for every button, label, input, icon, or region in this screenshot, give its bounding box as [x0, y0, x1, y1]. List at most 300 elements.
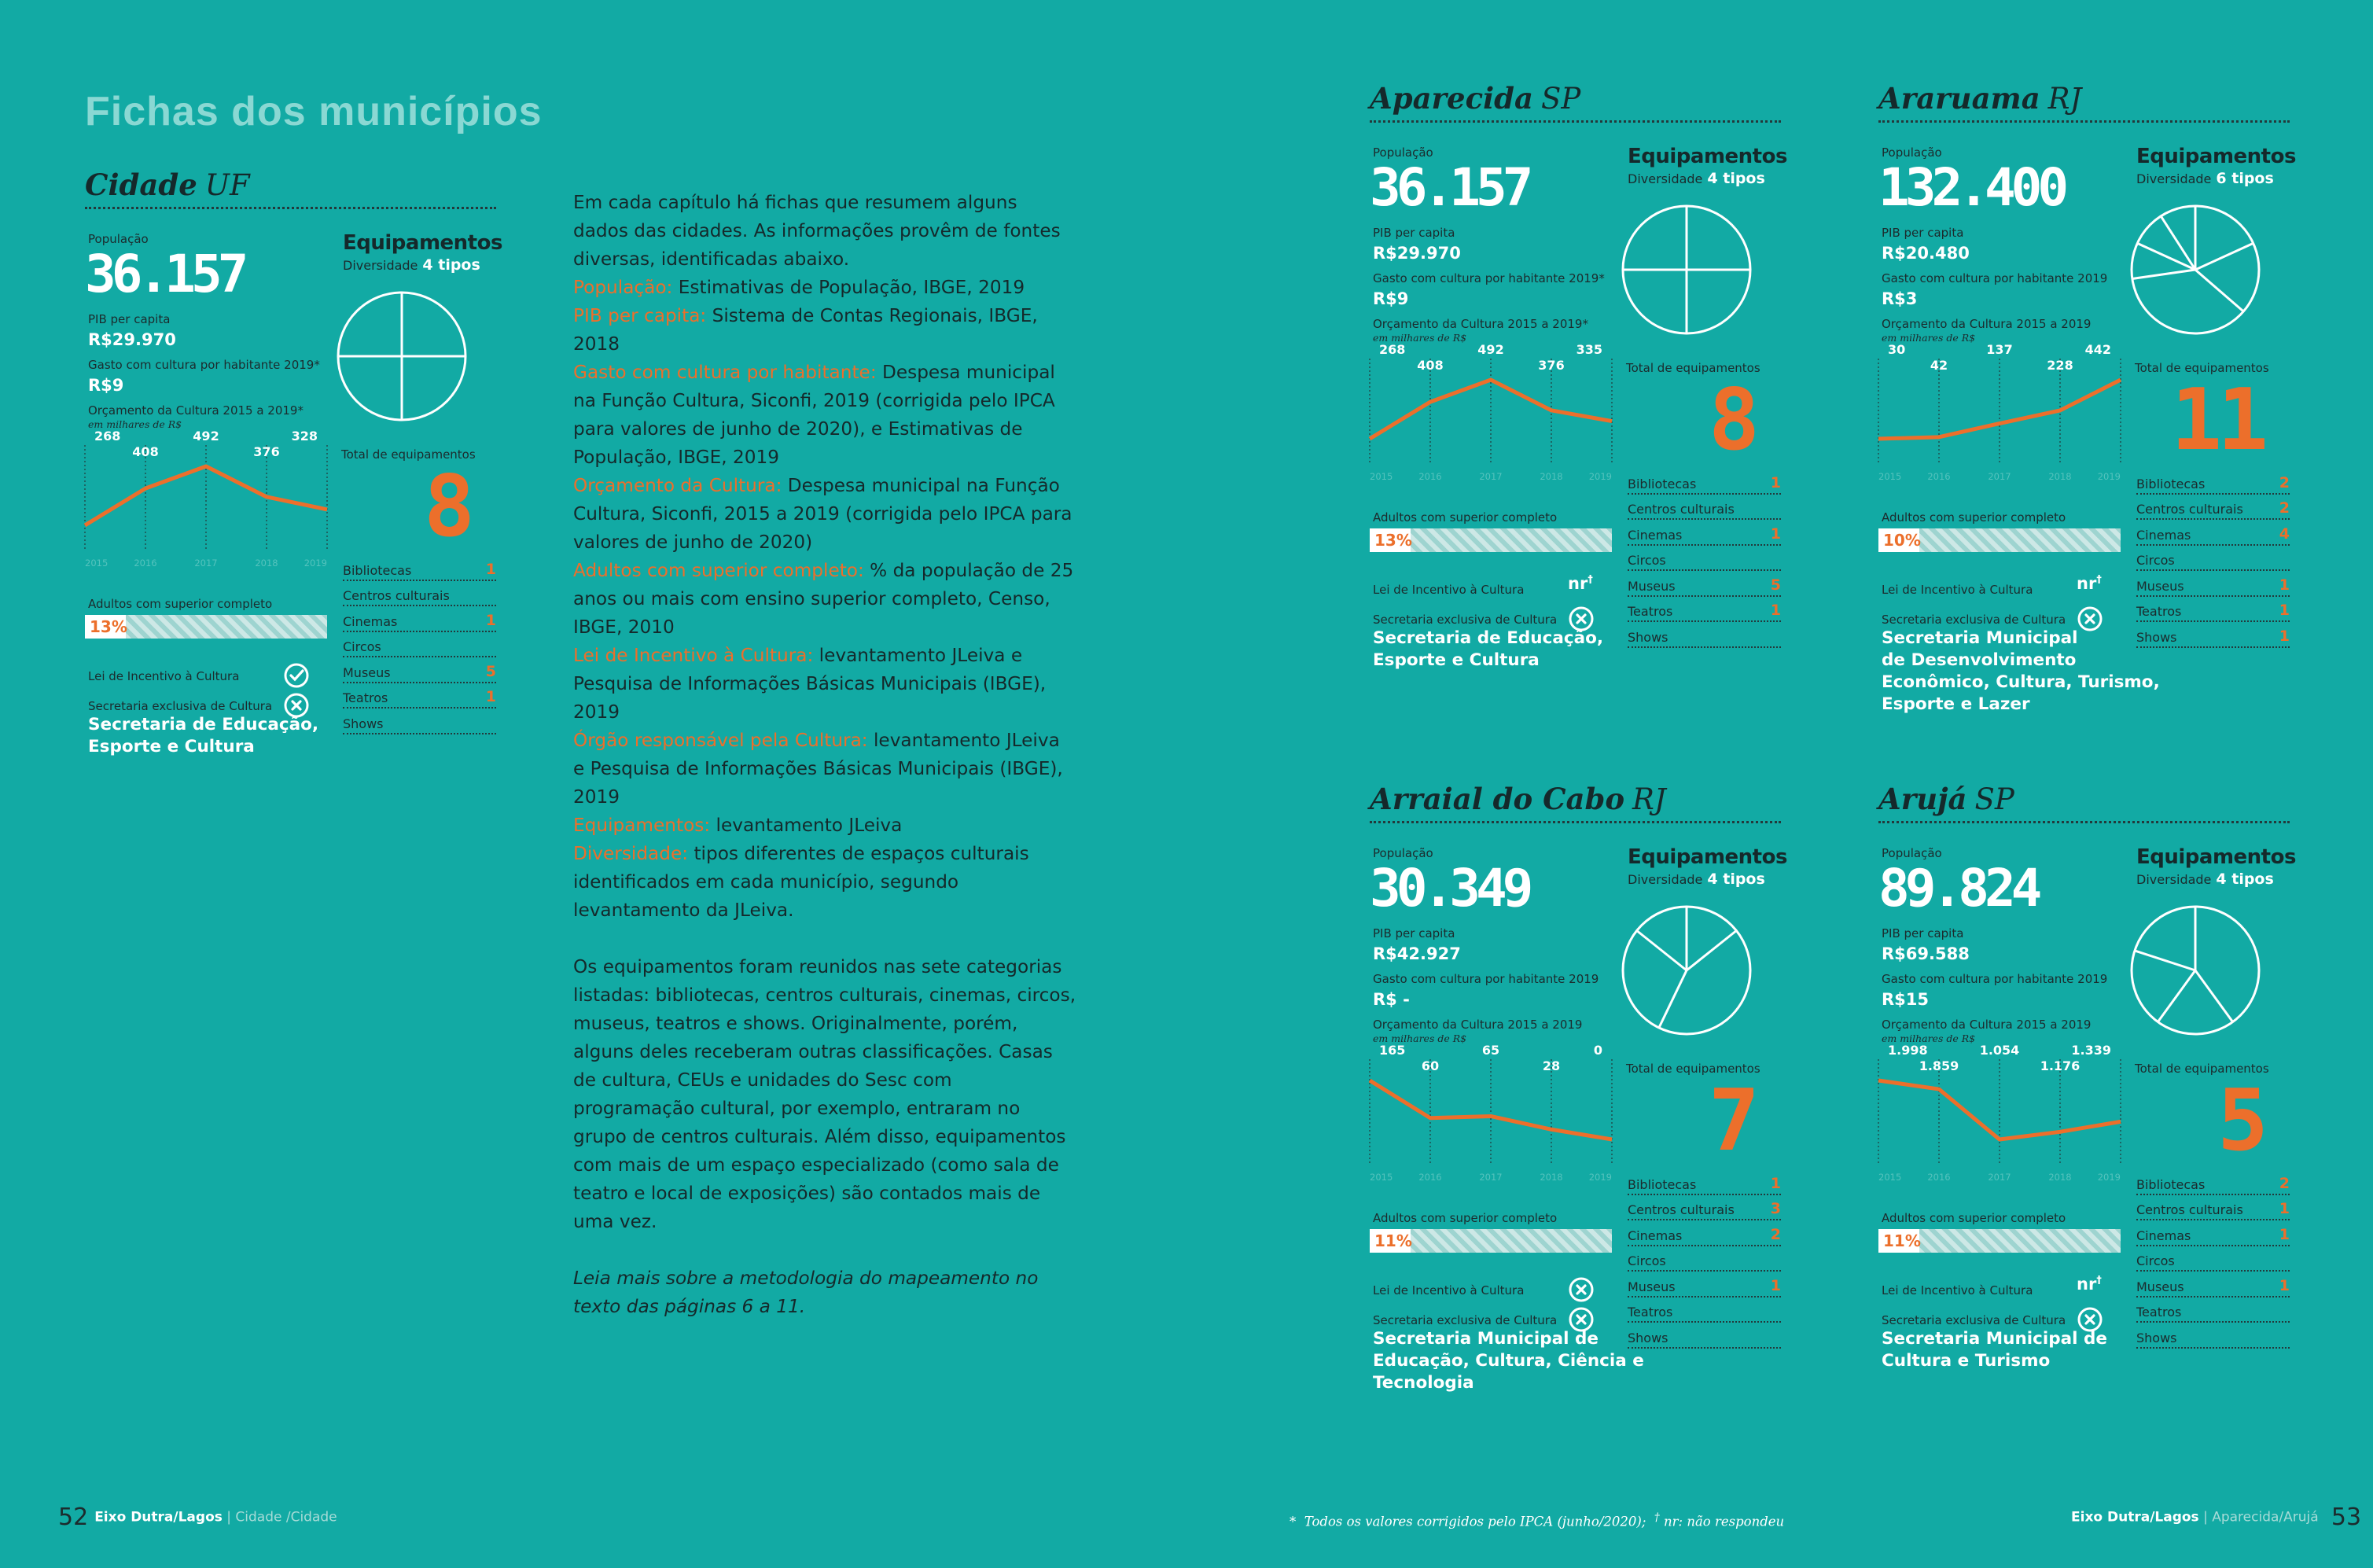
- equipment-row: [2136, 1169, 2290, 1195]
- equipment-name: Teatros: [1628, 1305, 1673, 1320]
- budget-line-chart: [1370, 1045, 1612, 1187]
- adults-bar: [1370, 528, 1612, 552]
- population-value: 132.400: [1878, 157, 2065, 218]
- equipamentos-title: Equipamentos: [2136, 145, 2296, 168]
- equipment-name: Circos: [2136, 1253, 2175, 1268]
- adultos-label: Adultos com superior completo: [1882, 1211, 2066, 1225]
- footnote: [1290, 1511, 1784, 1529]
- year-tick-label: 2015: [1878, 1172, 1902, 1183]
- secretaria-label: Secretaria exclusiva de Cultura: [1882, 613, 2066, 627]
- diversidade-value: 4 tipos: [2216, 870, 2274, 888]
- diversidade-value: 4 tipos: [1707, 870, 1765, 888]
- equipment-count: 5: [1770, 576, 1781, 594]
- milhares-label: em milhares de R$: [1882, 1032, 1976, 1044]
- budget-line-chart: [1370, 344, 1612, 486]
- year-tick-label: 2018: [1540, 1172, 1563, 1183]
- equipment-count: 1: [2279, 627, 2290, 645]
- adultos-label: Adultos com superior completo: [1373, 510, 1558, 525]
- diversidade-value: 4 tipos: [1707, 170, 1765, 187]
- equipment-count: 2: [1770, 1225, 1781, 1243]
- equipment-name: Bibliotecas: [2136, 476, 2206, 491]
- year-tick-label: 2017: [1479, 471, 1503, 482]
- footnote-nr: nr: não respondeu: [1664, 1514, 1785, 1529]
- population-label: População: [88, 232, 149, 246]
- equipment-row: [2136, 1246, 2290, 1272]
- equipment-row: [1628, 1297, 1781, 1323]
- footer-right: [2071, 1504, 2367, 1531]
- municipality-card: [1878, 79, 2296, 771]
- source-label: Gasto com cultura por habitante:: [573, 362, 877, 383]
- budget-data-label: 492: [193, 429, 219, 444]
- page-heading: Fichas dos municípios: [85, 89, 543, 134]
- equipment-name: Teatros: [2136, 604, 2182, 619]
- equipment-name: Teatros: [1628, 604, 1673, 619]
- population-value: 89.824: [1878, 858, 2038, 918]
- lei-status: nr†: [2077, 1275, 2102, 1294]
- equipment-row: [1628, 1246, 1781, 1272]
- pib-label: PIB per capita: [1882, 226, 1964, 240]
- budget-data-label: 268: [94, 429, 121, 444]
- equipment-count: 2: [2279, 499, 2290, 517]
- budget-data-label: 408: [1417, 358, 1444, 373]
- equipment-name: Centros culturais: [1628, 502, 1735, 517]
- orcamento-label: Orçamento da Cultura 2015 a 2019: [1882, 1018, 2092, 1032]
- source-text: levantamento JLeiva: [710, 815, 903, 836]
- budget-data-label: 328: [291, 429, 318, 444]
- equipment-name: Shows: [1628, 1330, 1668, 1345]
- equipment-name: Centros culturais: [343, 588, 450, 603]
- diversity-pie-chart: [1620, 904, 1753, 1037]
- adults-bar: [1370, 1229, 1612, 1253]
- budget-line-chart: [1878, 344, 2121, 486]
- pib-label: PIB per capita: [88, 312, 171, 326]
- total-label: Total de equipamentos: [2135, 361, 2269, 375]
- equipment-row: [2136, 1323, 2290, 1349]
- source-text: % da população de 25 anos ou mais com ensino superior completo, Censo, IBGE, 2010: [573, 560, 1074, 638]
- year-tick-label: 2018: [2048, 1172, 2072, 1183]
- source-label: População:: [573, 277, 673, 298]
- population-label: População: [1373, 846, 1433, 860]
- pib-label: PIB per capita: [1373, 226, 1455, 240]
- secretaria-name: Secretaria de Educação, Esporte e Cultura: [88, 715, 319, 756]
- equipment-count: 3: [1770, 1200, 1781, 1217]
- footer-right-cities: | Aparecida/Arujá: [2198, 1509, 2319, 1526]
- city-name: Aparecida: [1370, 81, 1534, 116]
- orcamento-label: Orçamento da Cultura 2015 a 2019*: [1373, 317, 1588, 331]
- orcamento-label: Orçamento da Cultura 2015 a 2019: [1373, 1018, 1583, 1032]
- secretaria-label: Secretaria exclusiva de Cultura: [1373, 613, 1558, 627]
- gasto-value: R$9: [1373, 289, 1409, 308]
- milhares-label: em milhares de R$: [1373, 332, 1467, 344]
- city-name: Arujá: [1878, 782, 1967, 816]
- categories-paragraph: Os equipamentos foram reunidos nas sete categorias listadas: bibliotecas, centros culturais, cinemas, circos, museus, teatros e shows. Originalmente, porém, alguns deles receberam outras classificações. Casas de cultura, CEUs e unidades do Sesc com programação cultural, por exemplo, entraram no grupo de centros culturais. Além disso, equipamentos com mais de um espaço especializado (como sala de teatro e local de exposições) são contados mais de uma vez.: [573, 956, 1076, 1232]
- adults-bar: [1878, 528, 2121, 552]
- source-label: Equipamentos:: [573, 815, 711, 836]
- diversidade-line: [1628, 170, 1765, 187]
- footnote-star: *: [1290, 1514, 1297, 1529]
- pie-slice-divider: [2132, 270, 2195, 279]
- equipment-count: 1: [2279, 1276, 2290, 1294]
- year-tick-label: 2017: [1988, 1172, 2011, 1183]
- pie-slice-divider: [2158, 970, 2195, 1022]
- state-uf: SP: [1541, 82, 1581, 116]
- state-uf: RJ: [2047, 82, 2082, 116]
- year-tick-label: 2015: [1370, 471, 1393, 482]
- gasto-value: R$15: [1882, 990, 1930, 1009]
- year-tick-label: 2019: [1588, 471, 1612, 482]
- secretaria-label: Secretaria exclusiva de Cultura: [88, 699, 273, 713]
- equipamentos-title: Equipamentos: [1628, 845, 1787, 869]
- city-name: Cidade: [85, 167, 197, 202]
- footer-left-section: Eixo Dutra/Lagos: [94, 1509, 223, 1526]
- equipment-count: 1: [485, 688, 496, 705]
- pib-value: R$29.970: [1373, 244, 1461, 263]
- population-label: População: [1882, 145, 1942, 160]
- equipment-name: Cinemas: [1628, 527, 1683, 543]
- total-value: 11: [2170, 371, 2264, 469]
- source-text: Despesa municipal na Função Cultura, Siconfi, 2015 a 2019 (corrigida pelo IPCA para valores de junho de 2020): [573, 475, 1072, 553]
- equipment-row: [1628, 622, 1781, 648]
- pie-slice-divider: [2195, 270, 2243, 311]
- budget-data-label: 60: [1421, 1058, 1440, 1073]
- equipment-list: [1628, 469, 1781, 648]
- total-label: Total de equipamentos: [1626, 361, 1760, 375]
- source-label: Diversidade:: [573, 843, 689, 864]
- total-value: 5: [2217, 1072, 2264, 1170]
- equipment-count: 1: [1770, 1174, 1781, 1192]
- card-title: [1878, 779, 2290, 823]
- equipment-row: [1628, 546, 1781, 572]
- orcamento-label: Orçamento da Cultura 2015 a 2019: [1882, 317, 2092, 331]
- equipment-name: Cinemas: [2136, 1228, 2191, 1243]
- total-label: Total de equipamentos: [2135, 1062, 2269, 1076]
- population-value: 36.157: [85, 244, 245, 304]
- gasto-label: Gasto com cultura por habitante 2019*: [88, 358, 320, 372]
- lei-label: Lei de Incentivo à Cultura: [1373, 583, 1525, 597]
- pib-value: R$42.927: [1373, 944, 1461, 963]
- equipment-name: Centros culturais: [1628, 1202, 1735, 1217]
- adults-pct: 13%: [85, 615, 126, 639]
- state-uf: SP: [1974, 782, 2014, 816]
- secretaria-name: Secretaria Municipal de Educação, Cultura, Ciência e Tecnologia: [1373, 1329, 1644, 1393]
- source-text: Despesa municipal na Função Cultura, Siconfi, 2019 (corrigida pelo IPCA para valores de junho de 2020), e Estimativas de População, IBGE, 2019: [573, 362, 1055, 468]
- equipment-row: [1628, 597, 1781, 623]
- equipment-row: [343, 657, 496, 683]
- total-label: Total de equipamentos: [341, 447, 476, 462]
- equipment-name: Teatros: [343, 690, 388, 705]
- gasto-value: R$ -: [1373, 990, 1410, 1009]
- equipment-count: 1: [1770, 473, 1781, 491]
- population-label: População: [1373, 145, 1433, 160]
- budget-data-label: 0: [1593, 1043, 1602, 1058]
- gasto-value: R$3: [1882, 289, 1918, 308]
- year-tick-label: 2016: [1418, 1172, 1442, 1183]
- equipment-row: [2136, 1195, 2290, 1221]
- equipment-list: [343, 555, 496, 734]
- equipment-count: 1: [485, 611, 496, 629]
- equipment-row: [2136, 597, 2290, 623]
- pie-slice-divider: [1637, 930, 1687, 970]
- equipment-list: [2136, 469, 2290, 648]
- equipment-row: [2136, 1220, 2290, 1246]
- lei-label: Lei de Incentivo à Cultura: [1882, 1283, 2033, 1297]
- municipality-card: [1878, 779, 2296, 1471]
- equipment-row: [2136, 520, 2290, 546]
- diversity-pie-chart: [2128, 203, 2262, 337]
- milhares-label: em milhares de R$: [1373, 1032, 1467, 1044]
- adultos-label: Adultos com superior completo: [88, 597, 273, 611]
- total-value: 8: [423, 458, 470, 556]
- equipment-name: Bibliotecas: [1628, 476, 1697, 491]
- budget-data-label: 30: [1888, 342, 1906, 357]
- adults-pct: 10%: [1878, 528, 1919, 552]
- pie-slice-divider: [2195, 243, 2253, 270]
- orcamento-label: Orçamento da Cultura 2015 a 2019*: [88, 403, 304, 418]
- secretaria-name: Secretaria de Educação, Esporte e Cultura: [1373, 628, 1604, 670]
- pib-value: R$20.480: [1882, 244, 1970, 263]
- diversity-pie-chart: [2128, 904, 2262, 1037]
- equipment-name: Cinemas: [343, 613, 398, 629]
- footer-left: [58, 1504, 337, 1531]
- equipment-count: 1: [485, 560, 496, 578]
- diversidade-line: [343, 256, 480, 274]
- year-tick-label: 2019: [304, 558, 327, 569]
- diversidade-line: [2136, 170, 2274, 187]
- population-value: 30.349: [1370, 858, 1529, 918]
- equipment-count: 4: [2279, 525, 2290, 543]
- pib-label: PIB per capita: [1373, 926, 1455, 940]
- equipment-row: [1628, 520, 1781, 546]
- source-label: Orçamento da Cultura:: [573, 475, 782, 496]
- pie-slice-divider: [2135, 951, 2195, 970]
- year-tick-label: 2015: [1878, 471, 1902, 482]
- page-number-left: 52: [58, 1504, 89, 1531]
- equipment-name: Shows: [343, 716, 384, 731]
- equipment-row: [1628, 495, 1781, 521]
- budget-data-label: 1.339: [2071, 1043, 2111, 1058]
- card-title: [1370, 79, 1781, 123]
- equipment-row: [2136, 469, 2290, 495]
- check-circle-icon: [283, 662, 310, 689]
- equipment-row: [2136, 1297, 2290, 1323]
- intro-text: Em cada capítulo há fichas que resumem alguns dados das cidades. As informações provêm de fontes diversas, identificadas abaixo.: [573, 192, 1061, 270]
- equipment-row: [1628, 1220, 1781, 1246]
- equipment-row: [2136, 571, 2290, 597]
- pib-value: R$29.970: [88, 330, 176, 349]
- equipment-row: [343, 606, 496, 632]
- equipment-row: [2136, 495, 2290, 521]
- year-tick-label: 2018: [255, 558, 278, 569]
- diversidade-value: 4 tipos: [422, 256, 480, 274]
- equipment-count: 5: [485, 662, 496, 680]
- budget-data-label: 376: [253, 444, 280, 459]
- secretaria-label: Secretaria exclusiva de Cultura: [1373, 1313, 1558, 1327]
- total-label: Total de equipamentos: [1626, 1062, 1760, 1076]
- footer-left-cities: | Cidade /Cidade: [222, 1509, 337, 1526]
- total-value: 7: [1708, 1072, 1755, 1170]
- equipment-name: Museus: [2136, 578, 2184, 594]
- nr-dagger: †: [1588, 574, 1593, 586]
- equipment-name: Museus: [2136, 1279, 2184, 1294]
- source-label: Lei de Incentivo à Cultura:: [573, 645, 814, 666]
- adultos-label: Adultos com superior completo: [1882, 510, 2066, 525]
- equipment-row: [343, 632, 496, 658]
- budget-data-label: 442: [2084, 342, 2111, 357]
- footnote-dagger: †: [1654, 1511, 1660, 1524]
- adults-pct: 11%: [1878, 1229, 1919, 1253]
- budget-data-label: 165: [1379, 1043, 1406, 1058]
- diversity-pie-chart: [335, 289, 469, 423]
- budget-data-label: 42: [1930, 358, 1948, 373]
- equipment-name: Museus: [1628, 578, 1676, 594]
- equipment-count: 1: [2279, 576, 2290, 594]
- footnote-ipca: Todos os valores corrigidos pelo IPCA (junho/2020);: [1304, 1514, 1646, 1529]
- source-label: PIB per capita:: [573, 305, 707, 326]
- equipment-count: 1: [2279, 1225, 2290, 1243]
- milhares-label: em milhares de R$: [88, 418, 182, 430]
- budget-data-label: 335: [1576, 342, 1602, 357]
- equipment-row: [343, 581, 496, 607]
- equipment-name: Cinemas: [2136, 527, 2191, 543]
- milhares-label: em milhares de R$: [1882, 332, 1976, 344]
- adults-pct: 11%: [1370, 1229, 1411, 1253]
- gasto-label: Gasto com cultura por habitante 2019*: [1373, 271, 1605, 285]
- population-value: 36.157: [1370, 157, 1529, 218]
- equipment-name: Bibliotecas: [343, 562, 412, 578]
- source-text: Estimativas de População, IBGE, 2019: [672, 277, 1025, 298]
- equipment-row: [2136, 622, 2290, 648]
- lei-label: Lei de Incentivo à Cultura: [1882, 583, 2033, 597]
- equipamentos-title: Equipamentos: [343, 231, 502, 255]
- pib-value: R$69.588: [1882, 944, 1970, 963]
- state-uf: RJ: [1632, 782, 1666, 816]
- gasto-label: Gasto com cultura por habitante 2019: [1882, 972, 2108, 986]
- equipment-row: [1628, 571, 1781, 597]
- budget-data-label: 1.859: [1919, 1058, 1959, 1073]
- equipment-name: Museus: [343, 664, 391, 680]
- year-tick-label: 2016: [1927, 1172, 1951, 1183]
- year-tick-label: 2018: [2048, 471, 2072, 482]
- municipality-card: [1370, 79, 1787, 771]
- equipment-row: [1628, 1323, 1781, 1349]
- budget-data-label: 137: [1986, 342, 2013, 357]
- diversidade-line: [2136, 870, 2274, 888]
- equipment-name: Bibliotecas: [1628, 1176, 1697, 1192]
- equipment-count: 1: [2279, 1200, 2290, 1217]
- equipment-row: [1628, 1195, 1781, 1221]
- year-tick-label: 2015: [85, 558, 109, 569]
- city-name: Araruama: [1878, 81, 2040, 116]
- equipment-name: Teatros: [2136, 1305, 2182, 1320]
- equipment-list: [1628, 1169, 1781, 1349]
- equipamentos-title: Equipamentos: [2136, 845, 2296, 869]
- pie-slice-divider: [1687, 930, 1736, 970]
- diversidade-line: [1628, 870, 1765, 888]
- diversity-pie-chart: [1620, 203, 1753, 337]
- equipment-count: 2: [2279, 473, 2290, 491]
- budget-data-label: 492: [1477, 342, 1504, 357]
- equipment-list: [2136, 1169, 2290, 1349]
- methodology-sources: [573, 189, 1076, 925]
- adults-pct: 13%: [1370, 528, 1411, 552]
- year-tick-label: 2017: [194, 558, 218, 569]
- budget-data-label: 1.998: [1888, 1043, 1928, 1058]
- year-tick-label: 2017: [1988, 471, 2011, 482]
- population-label: População: [1882, 846, 1942, 860]
- equipment-name: Centros culturais: [2136, 1202, 2243, 1217]
- pib-label: PIB per capita: [1882, 926, 1964, 940]
- municipality-card: [1370, 779, 1787, 1471]
- budget-data-label: 408: [132, 444, 159, 459]
- year-tick-label: 2019: [2097, 471, 2121, 482]
- equipment-row: [343, 555, 496, 581]
- diversidade-label: Diversidade: [343, 258, 418, 273]
- source-text: levantamento JLeiva e Pesquisa de Informações Básicas Municipais (IBGE), 2019: [573, 730, 1063, 808]
- adultos-label: Adultos com superior completo: [1373, 1211, 1558, 1225]
- budget-line-chart: [1878, 1045, 2121, 1187]
- equipment-row: [343, 683, 496, 709]
- secretaria-label: Secretaria exclusiva de Cultura: [1882, 1313, 2066, 1327]
- year-tick-label: 2015: [1370, 1172, 1393, 1183]
- equipment-name: Museus: [1628, 1279, 1676, 1294]
- equipment-row: [343, 709, 496, 734]
- equipment-row: [1628, 1169, 1781, 1195]
- equipment-name: Circos: [1628, 553, 1666, 568]
- city-name: Arraial do Cabo: [1370, 782, 1625, 816]
- pie-slice-divider: [1659, 970, 1687, 1028]
- equipment-count: 2: [2279, 1174, 2290, 1192]
- budget-data-label: 268: [1379, 342, 1406, 357]
- equipment-name: Circos: [2136, 553, 2175, 568]
- x-circle-icon: [1568, 1276, 1595, 1303]
- pie-slice-divider: [2195, 970, 2233, 1022]
- budget-data-label: 376: [1538, 358, 1565, 373]
- equipment-count: 1: [1770, 525, 1781, 543]
- budget-data-label: 28: [1542, 1058, 1561, 1073]
- card-title: [1878, 79, 2290, 123]
- equipment-name: Shows: [2136, 629, 2177, 645]
- diversidade-value: 6 tipos: [2216, 170, 2274, 187]
- source-text: levantamento JLeiva e Pesquisa de Informações Básicas Municipais (IBGE), 2019: [573, 645, 1047, 723]
- diversidade-label: Diversidade: [2136, 171, 2212, 186]
- secretaria-name: Secretaria Municipal de Cultura e Turismo: [1882, 1329, 2107, 1371]
- budget-line-chart: [85, 431, 327, 572]
- secretaria-name: Secretaria Municipal de Desenvolvimento Econômico, Cultura, Turismo, Esporte e Lazer: [1882, 628, 2160, 714]
- equipment-count: 1: [1770, 602, 1781, 619]
- read-more-paragraph: Leia mais sobre a metodologia do mapeamento no texto das páginas 6 a 11.: [573, 1268, 1039, 1317]
- lei-status: nr†: [1568, 574, 1593, 593]
- equipment-name: Circos: [1628, 1253, 1666, 1268]
- year-tick-label: 2018: [1540, 471, 1563, 482]
- source-text: tipos diferentes de espaços culturais identificados em cada município, segundo levantamento da JLeiva.: [573, 843, 1029, 921]
- nr-dagger: †: [2096, 574, 2102, 586]
- diversidade-label: Diversidade: [1628, 872, 1703, 887]
- nr-dagger: †: [2096, 1275, 2102, 1286]
- equipment-name: Cinemas: [1628, 1228, 1683, 1243]
- gasto-label: Gasto com cultura por habitante 2019: [1373, 972, 1599, 986]
- source-label: Adultos com superior completo:: [573, 560, 864, 581]
- budget-data-label: 1.176: [2040, 1058, 2081, 1073]
- equipment-row: [1628, 469, 1781, 495]
- gasto-label: Gasto com cultura por habitante 2019: [1882, 271, 2108, 285]
- equipment-count: 1: [1770, 1276, 1781, 1294]
- source-text: Sistema de Contas Regionais, IBGE, 2018: [573, 305, 1038, 355]
- footer-right-section: Eixo Dutra/Lagos: [2071, 1509, 2199, 1526]
- page-number-right: 53: [2331, 1504, 2362, 1531]
- diversidade-label: Diversidade: [1628, 171, 1703, 186]
- budget-data-label: 228: [2047, 358, 2073, 373]
- diversidade-label: Diversidade: [2136, 872, 2212, 887]
